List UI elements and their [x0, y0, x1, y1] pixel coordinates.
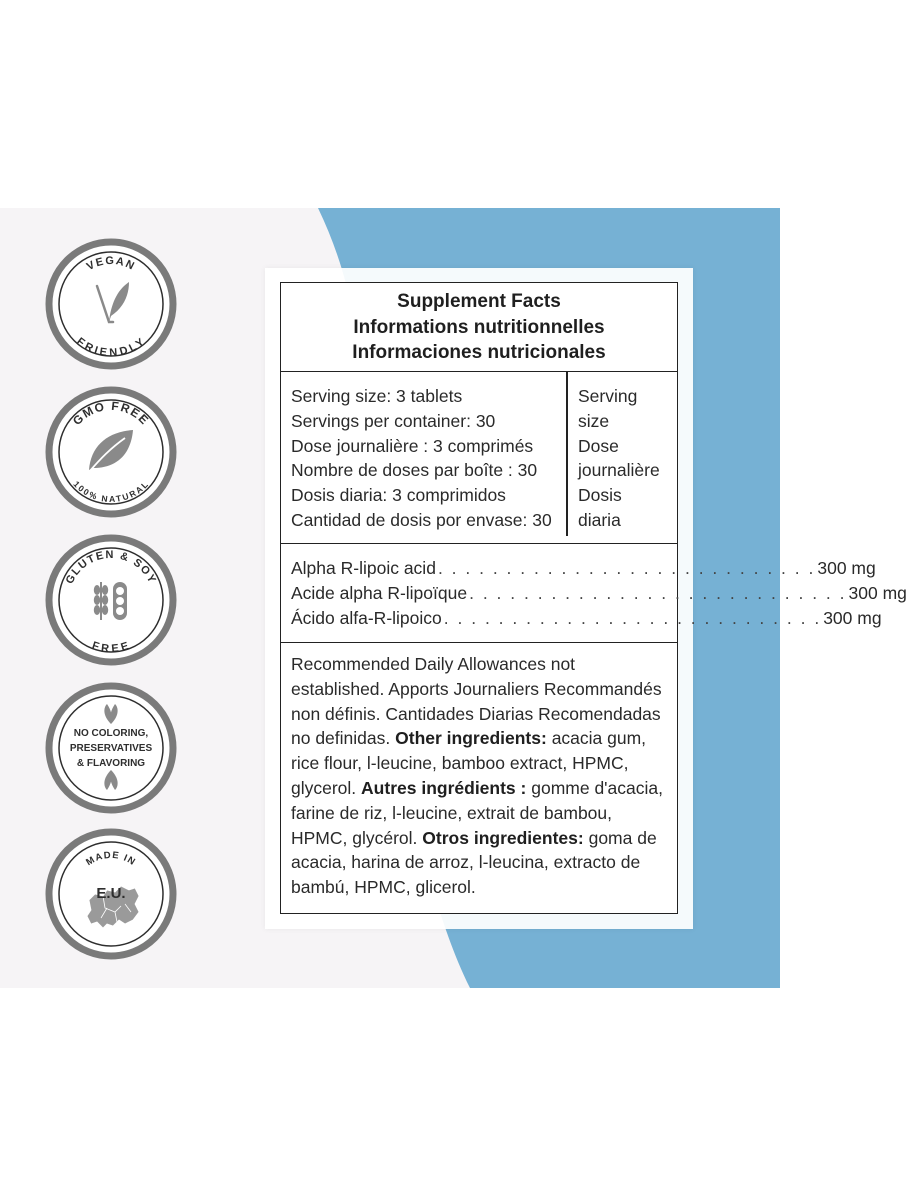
eu-label: E.U.: [96, 885, 126, 902]
serving-header-word: journalière: [578, 460, 660, 481]
badge-top-text: VEGAN: [84, 254, 138, 274]
no-coloring-badge: [45, 682, 177, 814]
gluten-soy-free-badge: [45, 534, 177, 666]
rda-text: Recommended Daily Allowances not established. Apports Journaliers Recommandés non définis. Cantidades Diarias Recomendadas no definidas.: [291, 654, 662, 749]
badge-line-3: & FLAVORING: [76, 758, 146, 769]
badge-top-text: GLUTEN & SOY: [63, 548, 159, 587]
facts-header: [281, 283, 677, 372]
autres-ingredients-label: Autres ingrédients :: [361, 777, 527, 798]
serving-line: Nombre de doses par boîte : 30: [291, 460, 538, 481]
otros-ingredientes-label: Otros ingredientes:: [422, 827, 584, 848]
vegan-friendly-badge: [45, 238, 177, 370]
supplement-facts-table: [280, 282, 907, 914]
ingredients-notes: [281, 643, 677, 900]
autres-ingredients-text: gomme d'acacia, farine de riz, l-leucine, extrait de bambou, HPMC, glycérol.: [291, 777, 663, 848]
badge-bottom-text: FRIENDLY: [74, 335, 148, 360]
serving-header-word: size: [578, 410, 610, 431]
serving-divider: [566, 372, 568, 536]
serving-line: Dosis diaria: 3 comprimidos: [291, 485, 506, 506]
ingredient-amount: 300 mg: [817, 558, 876, 578]
serving-column-header: [578, 384, 673, 533]
serving-line: Dose journalière : 3 comprimés: [291, 435, 534, 456]
badge-bottom-text: 100% NATURAL: [71, 478, 151, 505]
badge-line-1: NO COLORING,: [73, 728, 149, 739]
badge-top-text: MADE IN: [84, 849, 138, 869]
serving-info: [291, 384, 566, 533]
badge-bottom-text: FREE: [90, 639, 132, 656]
ingredient-amount: 300 mg: [848, 583, 907, 603]
other-ingredients-label: Other ingredients:: [395, 728, 547, 749]
facts-title-es: Informaciones nutricionales: [352, 342, 606, 363]
other-ingredients-text: acacia gum, rice flour, l-leucine, bamboo extract, HPMC, glycerol.: [291, 728, 647, 798]
ingredient-name: Acide alpha R-lipoïque: [291, 583, 468, 603]
serving-header-word: diaria: [578, 509, 621, 530]
made-in-eu-badge: [45, 828, 177, 960]
ingredient-name: Alpha R-lipoic acid: [291, 558, 436, 578]
badge-top-text: GMO FREE: [69, 398, 153, 429]
gmo-free-badge: [45, 386, 177, 518]
facts-title-fr: Informations nutritionnelles: [353, 316, 605, 338]
serving-header-word: Serving: [578, 386, 638, 406]
otros-ingredientes-text: goma de acacia, harina de arroz, l-leucina, extracto de bambú, HPMC, glicerol.: [291, 827, 657, 898]
serving-section: [281, 372, 677, 544]
ingredient-name: Ácido alfa-R-lipoico: [291, 608, 442, 628]
badge-line-2: PRESERVATIVES: [69, 743, 153, 754]
serving-line: Serving size: 3 tablets: [291, 386, 463, 406]
amount-row: Alpha R-lipoic acid . . . . . . . . . . . . . . . . . . . . . . . . . . . . 300 mg: [291, 556, 651, 581]
serving-header-word: Dose: [578, 435, 619, 456]
serving-header-word: Dosis: [578, 485, 622, 506]
serving-line: Cantidad de dosis por envase: 30: [291, 509, 552, 530]
amount-row: Ácido alfa-R-lipoico . . . . . . . . . . . . . . . . . . . . . . . . . . . . 300 mg: [291, 606, 651, 631]
ingredient-amount: 300 mg: [823, 608, 882, 628]
amount-row: Acide alpha R-lipoïque . . . . . . . . . . . . . . . . . . . . . . . . . . . . 300 mg: [291, 581, 651, 606]
facts-title-en: Supplement Facts: [397, 291, 561, 312]
serving-line: Servings per container: 30: [291, 410, 496, 431]
amounts-section: [281, 544, 907, 643]
